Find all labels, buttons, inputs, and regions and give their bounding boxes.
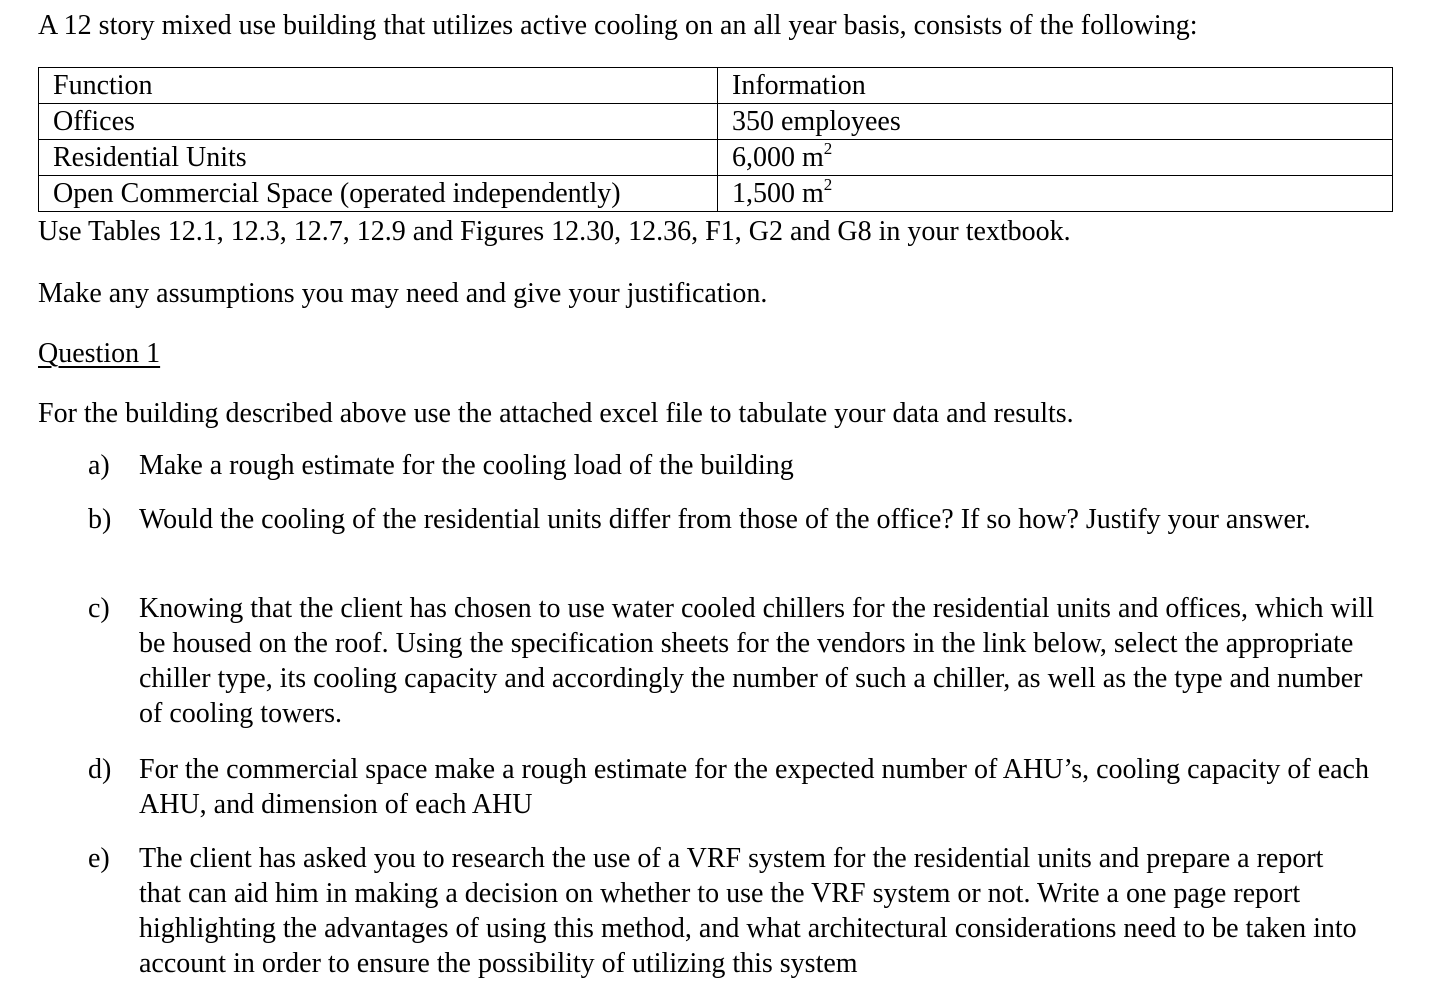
question-item-a (88, 448, 1408, 483)
row-function: Residential Units (39, 140, 718, 176)
row-info-value: 1,500 m (732, 178, 824, 209)
row-function: Open Commercial Space (operated independently) (39, 176, 718, 212)
item-text: Make a rough estimate for the cooling load of the building (139, 450, 794, 481)
row-info-value: 350 employees (732, 106, 901, 137)
row-function: Offices (39, 104, 718, 140)
question-item-c (88, 591, 1408, 731)
assumptions-text: Make any assumptions you may need and give your justification. (38, 278, 768, 309)
table-row (39, 140, 1393, 176)
intro-text: A 12 story mixed use building that utilizes active cooling on an all year basis, consists of the following: (38, 10, 1198, 41)
row-info (718, 140, 1393, 176)
item-letter: e) (88, 843, 110, 874)
row-info-value: 6,000 m (732, 142, 824, 173)
question-intro: For the building described above use the attached excel file to tabulate your data and results. (38, 398, 1074, 429)
table-header-row (39, 68, 1393, 104)
question-item-d (88, 752, 1408, 822)
function-table (38, 67, 1393, 212)
item-letter: d) (88, 754, 112, 785)
row-info (718, 104, 1393, 140)
question-title: Question 1 (38, 338, 161, 369)
item-text: Would the cooling of the residential units differ from those of the office? If so how? Justify your answer. (139, 504, 1311, 535)
use-tables-text: Use Tables 12.1, 12.3, 12.7, 12.9 and Figures 12.30, 12.36, F1, G2 and G8 in your textbook. (38, 216, 1071, 247)
item-text: For the commercial space make a rough estimate for the expected number of AHU’s, cooling capacity of each AHU, and dimension of each AHU (139, 754, 1369, 820)
header-function: Function (39, 68, 718, 104)
row-info-superscript: 2 (823, 138, 833, 158)
question-item-e (88, 841, 1408, 981)
row-info (718, 176, 1393, 212)
item-text: The client has asked you to research the use of a VRF system for the residential units and prepare a report that can aid him in making a decision on whether to use the VRF system or not. Write a one page report highlighting the advantages of using this method, and what architectural considerations need to be taken into account in order to ensure the possibility of utilizing this system (139, 843, 1357, 979)
item-letter: a) (88, 450, 110, 481)
item-letter: b) (88, 504, 112, 535)
table-row (39, 176, 1393, 212)
row-info-superscript: 2 (823, 174, 833, 194)
header-information: Information (718, 68, 1393, 104)
table-row (39, 104, 1393, 140)
question-item-b (88, 502, 1408, 537)
item-letter: c) (88, 593, 110, 624)
item-text: Knowing that the client has chosen to use water cooled chillers for the residential units and offices, which will be housed on the roof. Using the specification sheets for the vendors in the link below, select the appropriate chiller type, its cooling capacity and accordingly the number of such a chiller, as well as the type and number of cooling towers. (139, 593, 1375, 729)
